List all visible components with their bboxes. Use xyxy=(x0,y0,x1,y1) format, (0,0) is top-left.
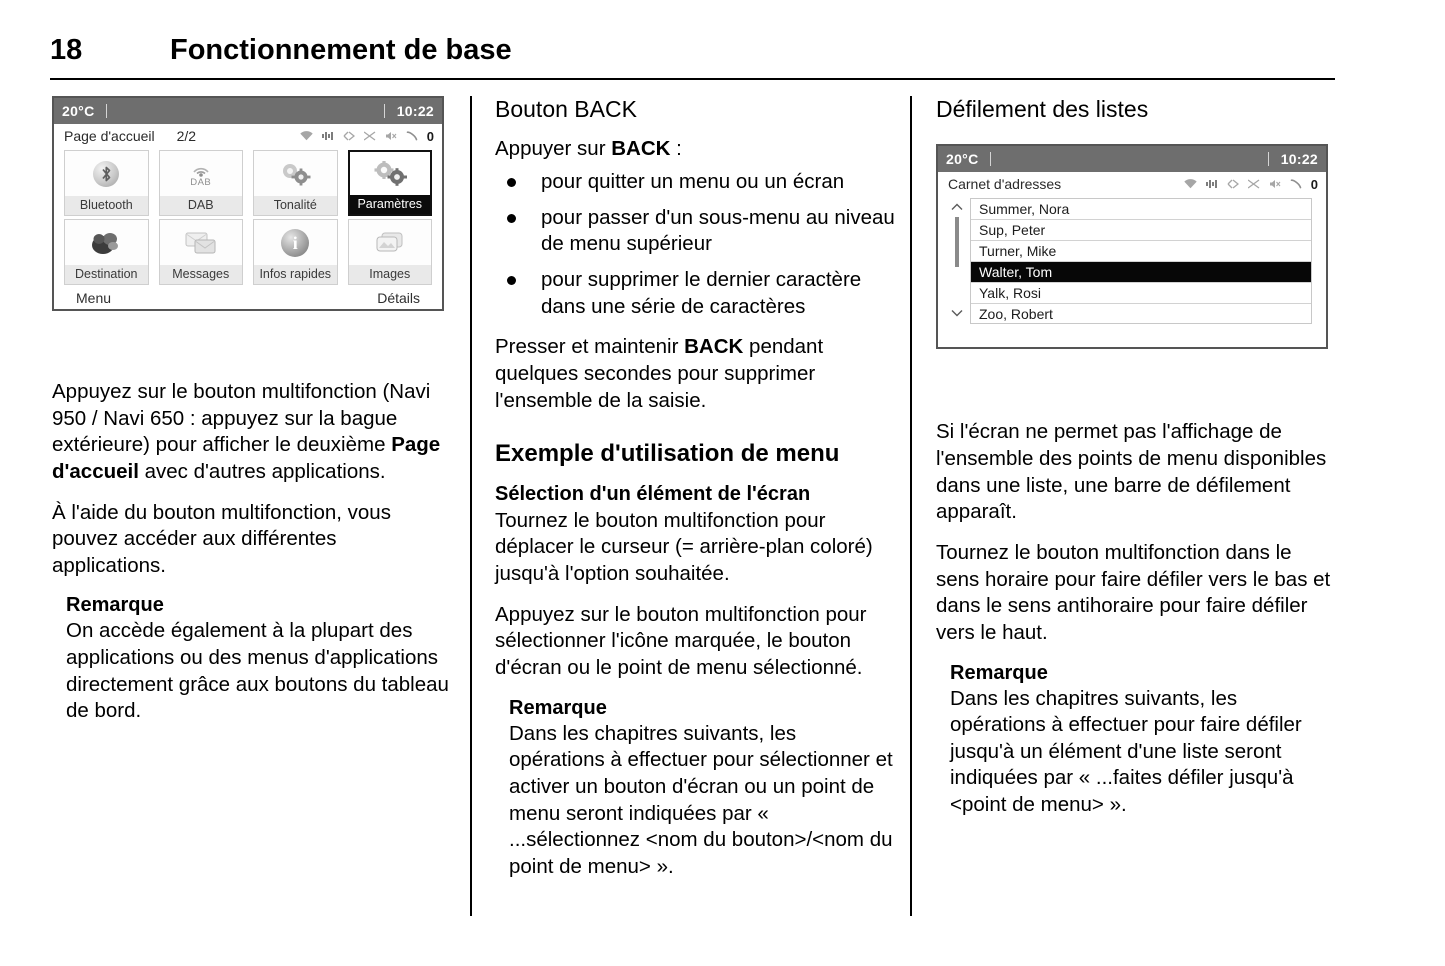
column-divider-left xyxy=(470,96,472,916)
mid-intro-a: Appuyer sur xyxy=(495,137,612,161)
column-divider-right xyxy=(910,96,912,916)
list-item[interactable]: Turner, Mike xyxy=(971,241,1311,262)
app-tile-infos-rapides[interactable] xyxy=(253,219,338,285)
app-tile-destination[interactable] xyxy=(64,219,149,285)
shuffle-icon xyxy=(1248,179,1260,189)
mid-intro-bold: BACK xyxy=(611,137,671,161)
right-column xyxy=(936,96,1336,819)
mid-paragraph-2: Tournez le bouton multifonction pour déplacer le curseur (= arrière-plan coloré) jusqu'à l'option souhaitée. xyxy=(495,508,873,586)
list-item-selected[interactable]: Walter, Tom xyxy=(971,262,1311,283)
middle-column xyxy=(495,96,895,880)
left-column xyxy=(52,96,452,725)
mid-para-bold: BACK xyxy=(684,335,744,359)
status-separator xyxy=(106,104,107,118)
list-item[interactable]: Yalk, Rosi xyxy=(971,283,1311,304)
signal-bars-icon xyxy=(322,131,334,141)
mid-intro xyxy=(495,136,895,163)
app-tile-label: Tonalité xyxy=(254,196,337,215)
mute-icon xyxy=(385,131,397,141)
scroll-up-icon[interactable] xyxy=(951,199,963,215)
status-separator-right xyxy=(384,104,385,118)
left-note xyxy=(66,593,452,725)
page-number: 18 xyxy=(50,34,83,66)
note-body: Dans les chapitres suivants, les opérations à effectuer pour faire défiler jusqu'à un élément d'une liste seront indiquées par « ...faites défiler jusqu'à <point de menu> ». xyxy=(950,686,1302,817)
battery-icon: 0 xyxy=(426,128,434,144)
app-tile-images[interactable] xyxy=(348,219,433,285)
tone-gears-icon xyxy=(254,151,337,196)
dab-antenna-icon: DAB xyxy=(160,151,243,196)
note-body: Dans les chapitres suivants, les opérations à effectuer pour sélectionner et activer un bouton d'écran ou un point de menu seront indiquées par « ...sélectionnez <nom du bouton>/<nom du point de menu> ». xyxy=(509,721,893,878)
note-body: On accède également à la plupart des applications ou des menus d'applications directement grâce aux boutons du tableau de bord. xyxy=(66,619,449,723)
app-tile-label: Paramètres xyxy=(350,195,431,214)
mute-icon xyxy=(1269,179,1281,189)
back-button-bullet-list xyxy=(495,169,895,320)
info-circle-icon: i xyxy=(254,220,337,265)
right-note xyxy=(950,661,1336,819)
mid-paragraph-hold-back xyxy=(495,334,895,414)
note-title: Remarque xyxy=(509,696,607,719)
list-title-bar xyxy=(938,172,1326,196)
subheading-selection-element: Sélection d'un élément de l'écran xyxy=(495,482,811,505)
home-app-grid xyxy=(54,148,442,285)
left-paragraph-1 xyxy=(52,379,452,486)
scroll-thumb[interactable] xyxy=(955,217,959,267)
home-title-bar xyxy=(54,124,442,148)
bluetooth-icon xyxy=(65,151,148,196)
status-separator-right xyxy=(1268,152,1269,166)
app-tile-parametres[interactable] xyxy=(348,150,433,216)
page-header xyxy=(50,34,1335,82)
repeat-icon xyxy=(343,131,355,141)
status-icon-tray xyxy=(300,129,434,144)
address-book-list-area xyxy=(938,196,1326,324)
clock-readout: 10:22 xyxy=(396,103,434,119)
left-para1-a: Appuyez sur le bouton multifonction (Navi 950 / Navi 650 : appuyez sur la bague extérieure) pour afficher le deuxième xyxy=(52,380,431,457)
list-item: pour passer d'un sous-menu au niveau de menu supérieur xyxy=(495,205,895,258)
list-item: pour supprimer le dernier caractère dans une série de caractères xyxy=(495,267,895,320)
address-book-rows xyxy=(970,198,1312,324)
list-scrollbar[interactable] xyxy=(944,198,970,324)
mid-para-b: pendant quelques secondes pour supprimer l'ensemble de la saisie. xyxy=(495,335,824,412)
mid-note xyxy=(509,696,895,881)
temperature-readout: 20°C xyxy=(62,103,95,119)
messages-envelope-icon xyxy=(160,220,243,265)
battery-icon: 0 xyxy=(1310,176,1318,192)
right-paragraph-1: Si l'écran ne permet pas l'affichage de l'ensemble des points de menu disponibles dans une liste, une barre de défilement apparaît. xyxy=(936,420,1327,524)
status-icon-tray xyxy=(1184,177,1318,192)
mid-intro-b: : xyxy=(670,137,682,161)
infotainment-home-screen xyxy=(52,96,444,311)
note-title: Remarque xyxy=(66,594,164,617)
app-tile-tonalite[interactable] xyxy=(253,150,338,216)
section-heading-bouton-back: Bouton BACK xyxy=(495,96,637,122)
app-tile-messages[interactable] xyxy=(159,219,244,285)
app-tile-label: DAB xyxy=(160,196,243,215)
infotainment-list-screen xyxy=(936,144,1328,349)
left-para1-bold: Page d'accueil xyxy=(52,433,441,483)
app-tile-label: Bluetooth xyxy=(65,196,148,215)
temperature-readout: 20°C xyxy=(946,151,979,168)
list-item[interactable]: Summer, Nora xyxy=(971,199,1311,220)
right-paragraph-2: Tournez le bouton multifonction dans le sens horaire pour faire défiler vers le bas et dans le sens antihoraire pour faire défiler vers le haut. xyxy=(936,541,1331,644)
section-heading-exemple-menu: Exemple d'utilisation de menu xyxy=(495,440,840,468)
shuffle-icon xyxy=(364,131,376,141)
clock-readout: 10:22 xyxy=(1280,151,1318,168)
wifi-icon xyxy=(300,131,313,141)
scroll-track[interactable] xyxy=(955,217,959,303)
list-item[interactable]: Zoo, Robert xyxy=(979,306,1053,323)
scroll-down-icon[interactable] xyxy=(951,305,963,321)
app-tile-label: Destination xyxy=(65,265,148,284)
mid-para-a: Presser et maintenir xyxy=(495,335,685,359)
left-para1-b: avec d'autres applications. xyxy=(138,459,386,483)
status-separator xyxy=(990,152,991,166)
settings-gears-icon xyxy=(350,152,431,195)
wifi-icon xyxy=(1184,179,1197,189)
app-tile-label: Images xyxy=(349,265,432,284)
note-title: Remarque xyxy=(950,661,1048,684)
home-screen-title: Page d'accueil xyxy=(64,128,155,144)
destination-globe-icon xyxy=(65,220,148,265)
app-tile-label: Infos rapides xyxy=(254,265,337,284)
home-status-bar xyxy=(54,98,442,124)
details-button[interactable]: Détails xyxy=(377,290,420,306)
home-bottom-bar xyxy=(54,285,442,309)
app-tile-label: Messages xyxy=(160,265,243,284)
mid-paragraph-3: Appuyez sur le bouton multifonction pour sélectionner l'icône marquée, le bouton d'écran ou le point de menu sélectionné. xyxy=(495,602,867,679)
page-title: Fonctionnement de base xyxy=(170,34,512,66)
left-paragraph-2: À l'aide du bouton multifonction, vous pouvez accéder aux différentes applications. xyxy=(52,500,391,577)
repeat-icon xyxy=(1227,179,1239,189)
list-item[interactable]: Sup, Peter xyxy=(971,220,1311,241)
list-status-bar xyxy=(938,146,1326,172)
signal-bars-icon xyxy=(1206,179,1218,189)
section-heading-defilement-listes: Défilement des listes xyxy=(936,96,1149,122)
phone-icon xyxy=(406,131,418,141)
pictures-frame-icon xyxy=(349,220,432,265)
list-screen-title: Carnet d'adresses xyxy=(948,176,1062,193)
menu-button[interactable]: Menu xyxy=(76,290,112,306)
app-tile-dab[interactable] xyxy=(159,150,244,216)
header-rule xyxy=(50,78,1335,80)
app-tile-bluetooth[interactable] xyxy=(64,150,149,216)
page-indicator: 2/2 xyxy=(176,128,197,144)
phone-icon xyxy=(1290,179,1302,189)
list-item: pour quitter un menu ou un écran xyxy=(495,169,895,196)
